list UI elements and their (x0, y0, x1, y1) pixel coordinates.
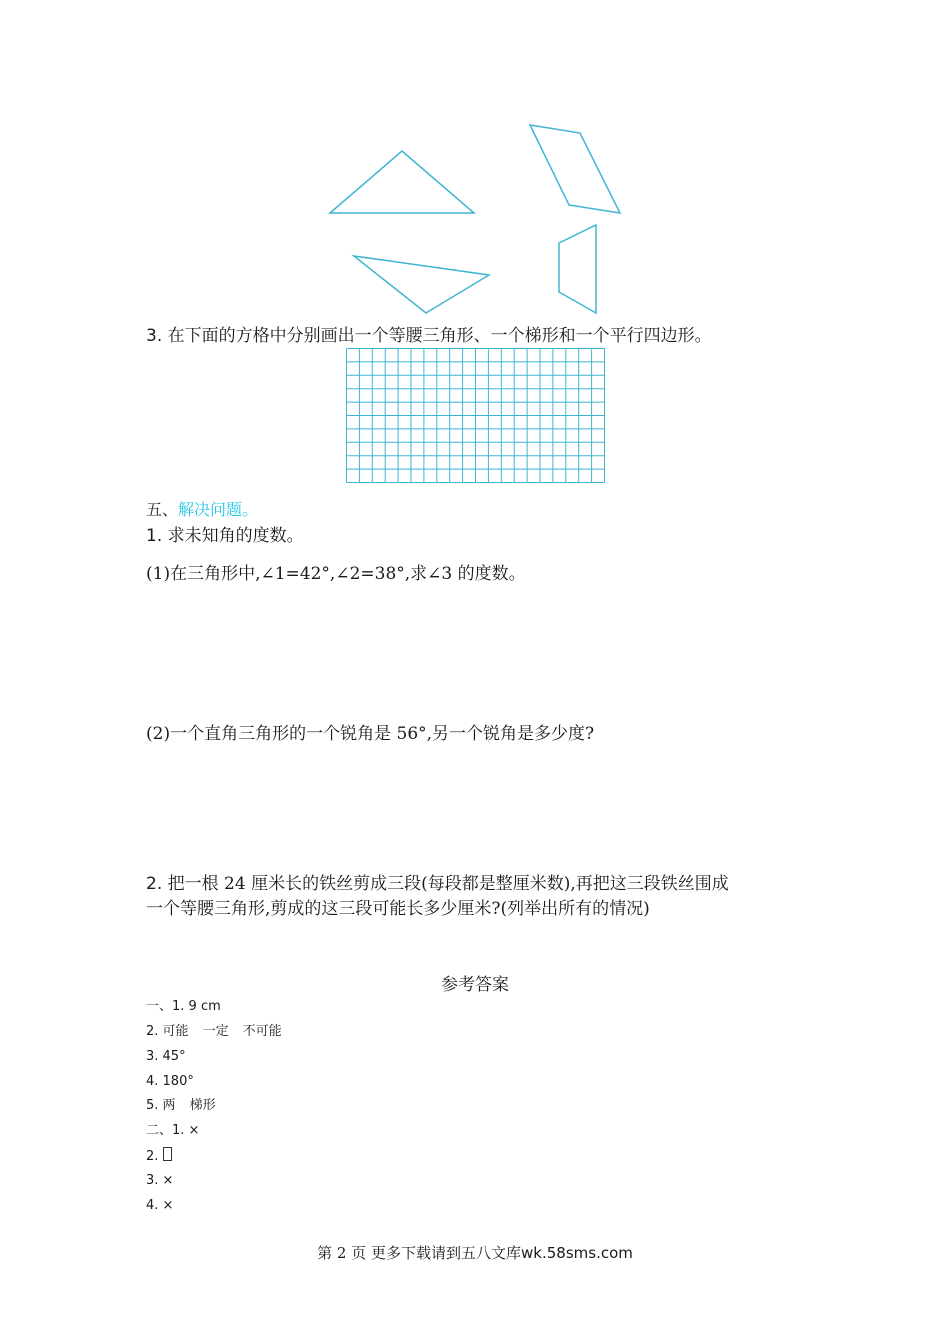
footer-page-number: 第 2 页 (317, 1244, 367, 1262)
problem-1b-label: (2) (146, 724, 171, 744)
problem-1b-text: 一个直角三角形的一个锐角是 56°,另一个锐角是多少度? (170, 724, 595, 744)
triangle-obtuse-top (330, 151, 474, 213)
drawing-grid[interactable] (346, 348, 605, 483)
problem-1b (146, 722, 594, 746)
problem-2-line2: 一个等腰三角形,剪成的这三段可能长多少厘米?(列举出所有的情况) (146, 899, 650, 919)
answer-1-2-number: 2. (146, 1024, 159, 1039)
geometry-figures (0, 0, 950, 330)
problem-1-text: 求未知角的度数。 (167, 526, 304, 546)
problem-2-number: 2. (146, 874, 163, 894)
question-3-text: 在下面的方格中分别画出一个等腰三角形、一个梯形和一个平行四边形。 (167, 326, 712, 346)
question-3 (146, 324, 712, 348)
answer-2-2 (146, 1147, 172, 1166)
answer-2-1: 二、1. × (146, 1123, 200, 1138)
answer-1-5-value-1: 两 (162, 1098, 176, 1113)
problem-1-number: 1. (146, 526, 163, 546)
answer-1-2 (146, 1023, 282, 1041)
triangle-obtuse-bottom (354, 256, 489, 313)
answer-1-5 (146, 1097, 216, 1115)
answers-title: 参考答案 (441, 975, 509, 995)
answer-1-2-value-2: 一定 (202, 1024, 229, 1039)
footer-site-link[interactable]: wk.58sms.com (521, 1244, 633, 1262)
answer-1-2-value-3: 不可能 (242, 1024, 282, 1039)
problem-1a-text: 在三角形中,∠1=42°,∠2=38°,求∠3 的度数。 (170, 564, 526, 584)
problem-2-line1 (146, 872, 729, 896)
missing-glyph-box (163, 1147, 172, 1161)
answer-1-5-number: 5. (146, 1098, 159, 1113)
question-3-number: 3. (146, 326, 163, 346)
problem-1a (146, 562, 526, 586)
answer-1-4: 4. 180° (146, 1074, 194, 1089)
answer-2-3: 3. × (146, 1173, 174, 1188)
answer-1-3: 3. 45° (146, 1049, 186, 1064)
section-5-prefix: 五、 (146, 500, 179, 519)
section-5-title: 解决问题。 (178, 500, 259, 519)
problem-1a-label: (1) (146, 564, 171, 584)
problem-1 (146, 524, 304, 548)
answer-2-4: 4. × (146, 1198, 174, 1213)
answer-1-1: 一、1. 9 cm (146, 999, 221, 1014)
answer-2-2-text: 2. (146, 1149, 163, 1164)
parallelogram (530, 125, 620, 213)
page-footer (0, 1242, 950, 1263)
footer-text: 更多下载请到五八文库 (371, 1244, 522, 1262)
answer-1-2-value-1: 可能 (162, 1024, 189, 1039)
trapezoid (559, 225, 596, 313)
answer-1-5-value-2: 梯形 (189, 1098, 216, 1113)
problem-2-text-1: 把一根 24 厘米长的铁丝剪成三段(每段都是整厘米数),再把这三段铁丝围成 (167, 874, 729, 894)
section-5-heading (146, 499, 258, 521)
